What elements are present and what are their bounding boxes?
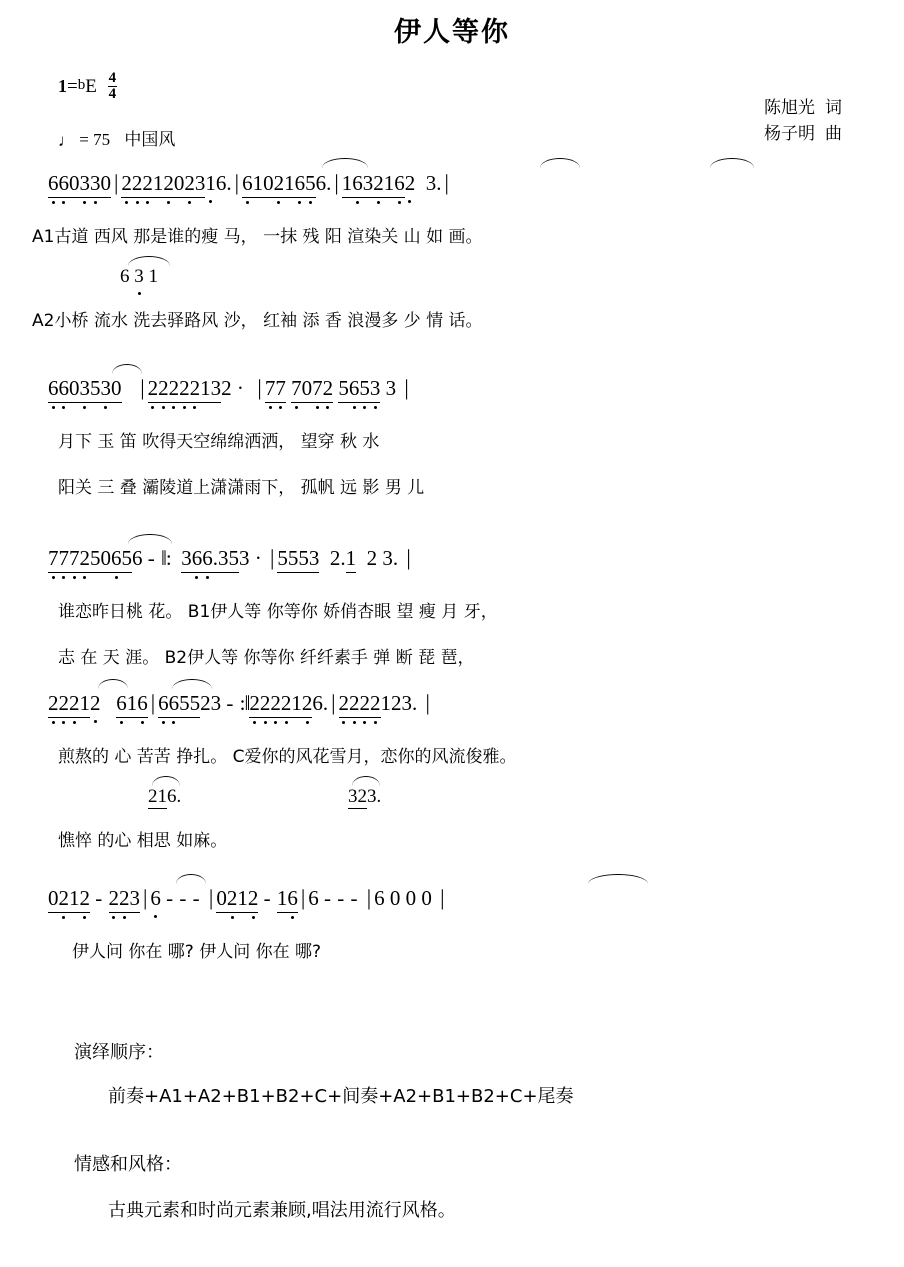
page-title: 伊人等你 <box>394 17 510 48</box>
slur-1c <box>710 158 754 168</box>
slur-4b <box>172 679 212 689</box>
composer-name: 杨子明 <box>764 124 815 145</box>
key-note: E <box>85 75 97 97</box>
system-3-lyric-b1 <box>58 597 498 622</box>
slur-1d <box>128 256 170 266</box>
slur-2a <box>112 364 142 374</box>
lyric-text: 小桥 流水 洗去驿路风 沙， 红袖 添 香 浪漫多 少 情 话。 <box>54 311 483 331</box>
tempo-marking <box>58 125 175 150</box>
composer-role: 曲 <box>825 124 842 145</box>
tempo-style: 中国风 <box>124 130 176 150</box>
section-label-a1: A1 <box>32 227 55 247</box>
lyric-text: 古道 西风 那是谁的瘦 马， 一抹 残 阳 渲染关 山 如 画。 <box>54 227 483 247</box>
slur-5a <box>176 874 206 884</box>
system-4-notes: 22212 616 | 665523 - :‖2222126. | 2222123. | <box>48 690 433 718</box>
system-3-lyric-b2 <box>58 643 475 668</box>
lyric-text: 志 在 天 涯。 B2伊人等 你等你 纤纤素手 弹 断 琵 琶， <box>58 648 475 668</box>
slur-4a <box>98 679 128 689</box>
lyric-text: 憔悴 的心 相思 如麻。 <box>58 831 228 851</box>
lyric-text: 月下 玉 笛 吹得天空绵绵洒洒， 望穿 秋 水 <box>58 432 380 452</box>
section-label-a2: A2 <box>32 311 55 331</box>
system-4-extra-notes-a: 216. <box>148 786 182 807</box>
slur-1b <box>540 158 580 168</box>
time-signature <box>108 71 118 102</box>
tempo-equals: = <box>79 130 89 149</box>
key-do-label: 1 <box>58 75 67 96</box>
lyric-text: 阳关 三 叠 灞陵道上潇潇雨下， 孤帆 远 影 男 儿 <box>58 478 425 498</box>
time-signature-top: 4 <box>108 70 117 86</box>
system-1-lyric-a2 <box>32 306 483 331</box>
slur-1a <box>322 158 368 168</box>
system-4-extra-notes-b: 323. <box>348 786 382 807</box>
performance-order-heading: 演绎顺序： <box>74 1042 164 1063</box>
system-4-lyric-2 <box>58 826 227 851</box>
quarter-note-icon: ♩ <box>58 131 75 150</box>
key-equals: = <box>67 75 78 97</box>
system-4-lyric-1 <box>58 742 516 767</box>
system-5-notes: 0212 - 223 | 6 - - - | 0212 - 16 | 6 - - - | 6 0 0 0 | <box>48 885 448 913</box>
lyric-text: 伊人问 你在 哪? 伊人问 你在 哪? <box>72 942 322 962</box>
slur-4d <box>352 776 380 786</box>
slur-4c <box>152 776 180 786</box>
lyric-text: 谁恋昨日桃 花。 B1伊人等 你等你 娇俏杏眼 望 瘦 月 牙， <box>58 602 498 622</box>
performance-order-text: 前奏+A1+A2+B1+B2+C+间奏+A2+B1+B2+C+尾奏 <box>108 1086 574 1107</box>
system-2-lyric-1 <box>58 427 379 452</box>
slur-5b <box>588 874 648 884</box>
system-1-notes: 660330 | 2221202316. | 61021656. | 1632162 3. | <box>48 170 452 198</box>
system-1-lyric-a1 <box>32 222 483 247</box>
credit-composer <box>764 121 842 147</box>
credits <box>764 95 842 148</box>
key-signature <box>58 72 117 103</box>
tempo-bpm: 75 <box>93 130 111 149</box>
slur-3a <box>128 534 172 544</box>
lyricist-role: 词 <box>825 98 842 118</box>
system-3-notes: 777250656 - ‖: 366.353 · | 5553 2.1 2 3. | <box>48 545 414 573</box>
credit-lyricist <box>764 95 842 121</box>
system-5-lyric <box>72 937 321 962</box>
system-1-extra-notes: 6 3 1 <box>120 266 158 287</box>
style-heading: 情感和风格： <box>74 1154 182 1175</box>
time-signature-bottom: 4 <box>108 86 117 102</box>
lyric-text: 煎熬的 心 苦苦 挣扎。 C爱你的风花雪月，恋你的风流俊雅。 <box>58 747 517 767</box>
key-flat-sign: b <box>77 76 86 93</box>
lyricist-name: 陈旭光 <box>764 98 815 118</box>
system-2-notes: 6603530 | 22222132 · | 77 7072 5653 3 | <box>48 375 412 403</box>
style-text: 古典元素和时尚元素兼顾,唱法用流行风格。 <box>108 1200 456 1221</box>
system-2-lyric-2 <box>58 473 424 498</box>
